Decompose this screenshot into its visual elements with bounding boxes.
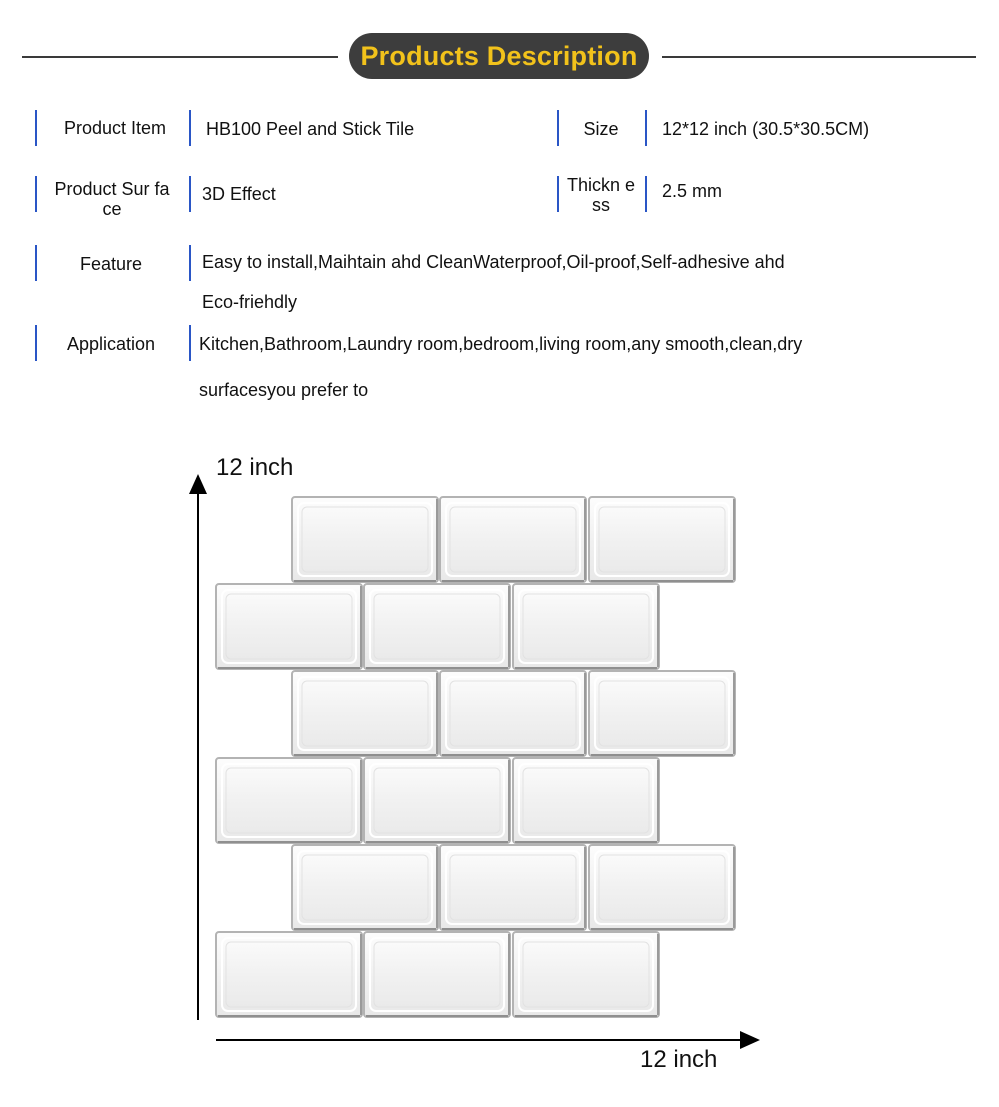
tile bbox=[589, 845, 735, 930]
height-dimension-label: 12 inch bbox=[216, 454, 294, 481]
tile bbox=[513, 758, 659, 843]
tile bbox=[292, 671, 438, 756]
spec-label-feature: Feature bbox=[79, 254, 143, 274]
tile bbox=[589, 497, 735, 582]
spec-label-product-surface: Product Sur face bbox=[54, 179, 170, 219]
spec-label-thickness: Thickn ess bbox=[566, 175, 636, 215]
spec-value-product-item: HB100 Peel and Stick Tile bbox=[206, 119, 415, 139]
tile bbox=[440, 671, 586, 756]
spec-value-application-line2: surfacesyou prefer to bbox=[199, 380, 369, 400]
spec-value-size: 12*12 inch (30.5*30.5CM) bbox=[662, 119, 870, 139]
tile bbox=[292, 497, 438, 582]
width-dimension-label: 12 inch bbox=[640, 1046, 718, 1073]
tile bbox=[589, 671, 735, 756]
tile bbox=[513, 932, 659, 1017]
tile bbox=[216, 758, 362, 843]
spec-value-thickness: 2.5 mm bbox=[662, 181, 723, 201]
spec-label-product-item: Product Item bbox=[63, 118, 167, 138]
spec-label-application: Application bbox=[66, 334, 156, 354]
spec-label-size: Size bbox=[583, 119, 619, 139]
tile bbox=[216, 584, 362, 669]
tile bbox=[440, 845, 586, 930]
tile bbox=[440, 497, 586, 582]
page-title: Products Description bbox=[349, 33, 649, 79]
spec-value-feature-line1: Easy to install,Maihtain ahd CleanWaterproof,Oil-proof,Self-adhesive ahd bbox=[202, 252, 785, 272]
spec-value-application-line1: Kitchen,Bathroom,Laundry room,bedroom,living room,any smooth,clean,dry bbox=[199, 334, 803, 354]
tile bbox=[513, 584, 659, 669]
tile bbox=[364, 758, 510, 843]
tile bbox=[364, 932, 510, 1017]
tile bbox=[292, 845, 438, 930]
tile bbox=[364, 584, 510, 669]
spec-value-feature-line2: Eco-friehdly bbox=[202, 292, 298, 312]
tile bbox=[216, 932, 362, 1017]
spec-value-product-surface: 3D Effect bbox=[202, 184, 276, 204]
vertical-arrow bbox=[189, 474, 207, 1020]
